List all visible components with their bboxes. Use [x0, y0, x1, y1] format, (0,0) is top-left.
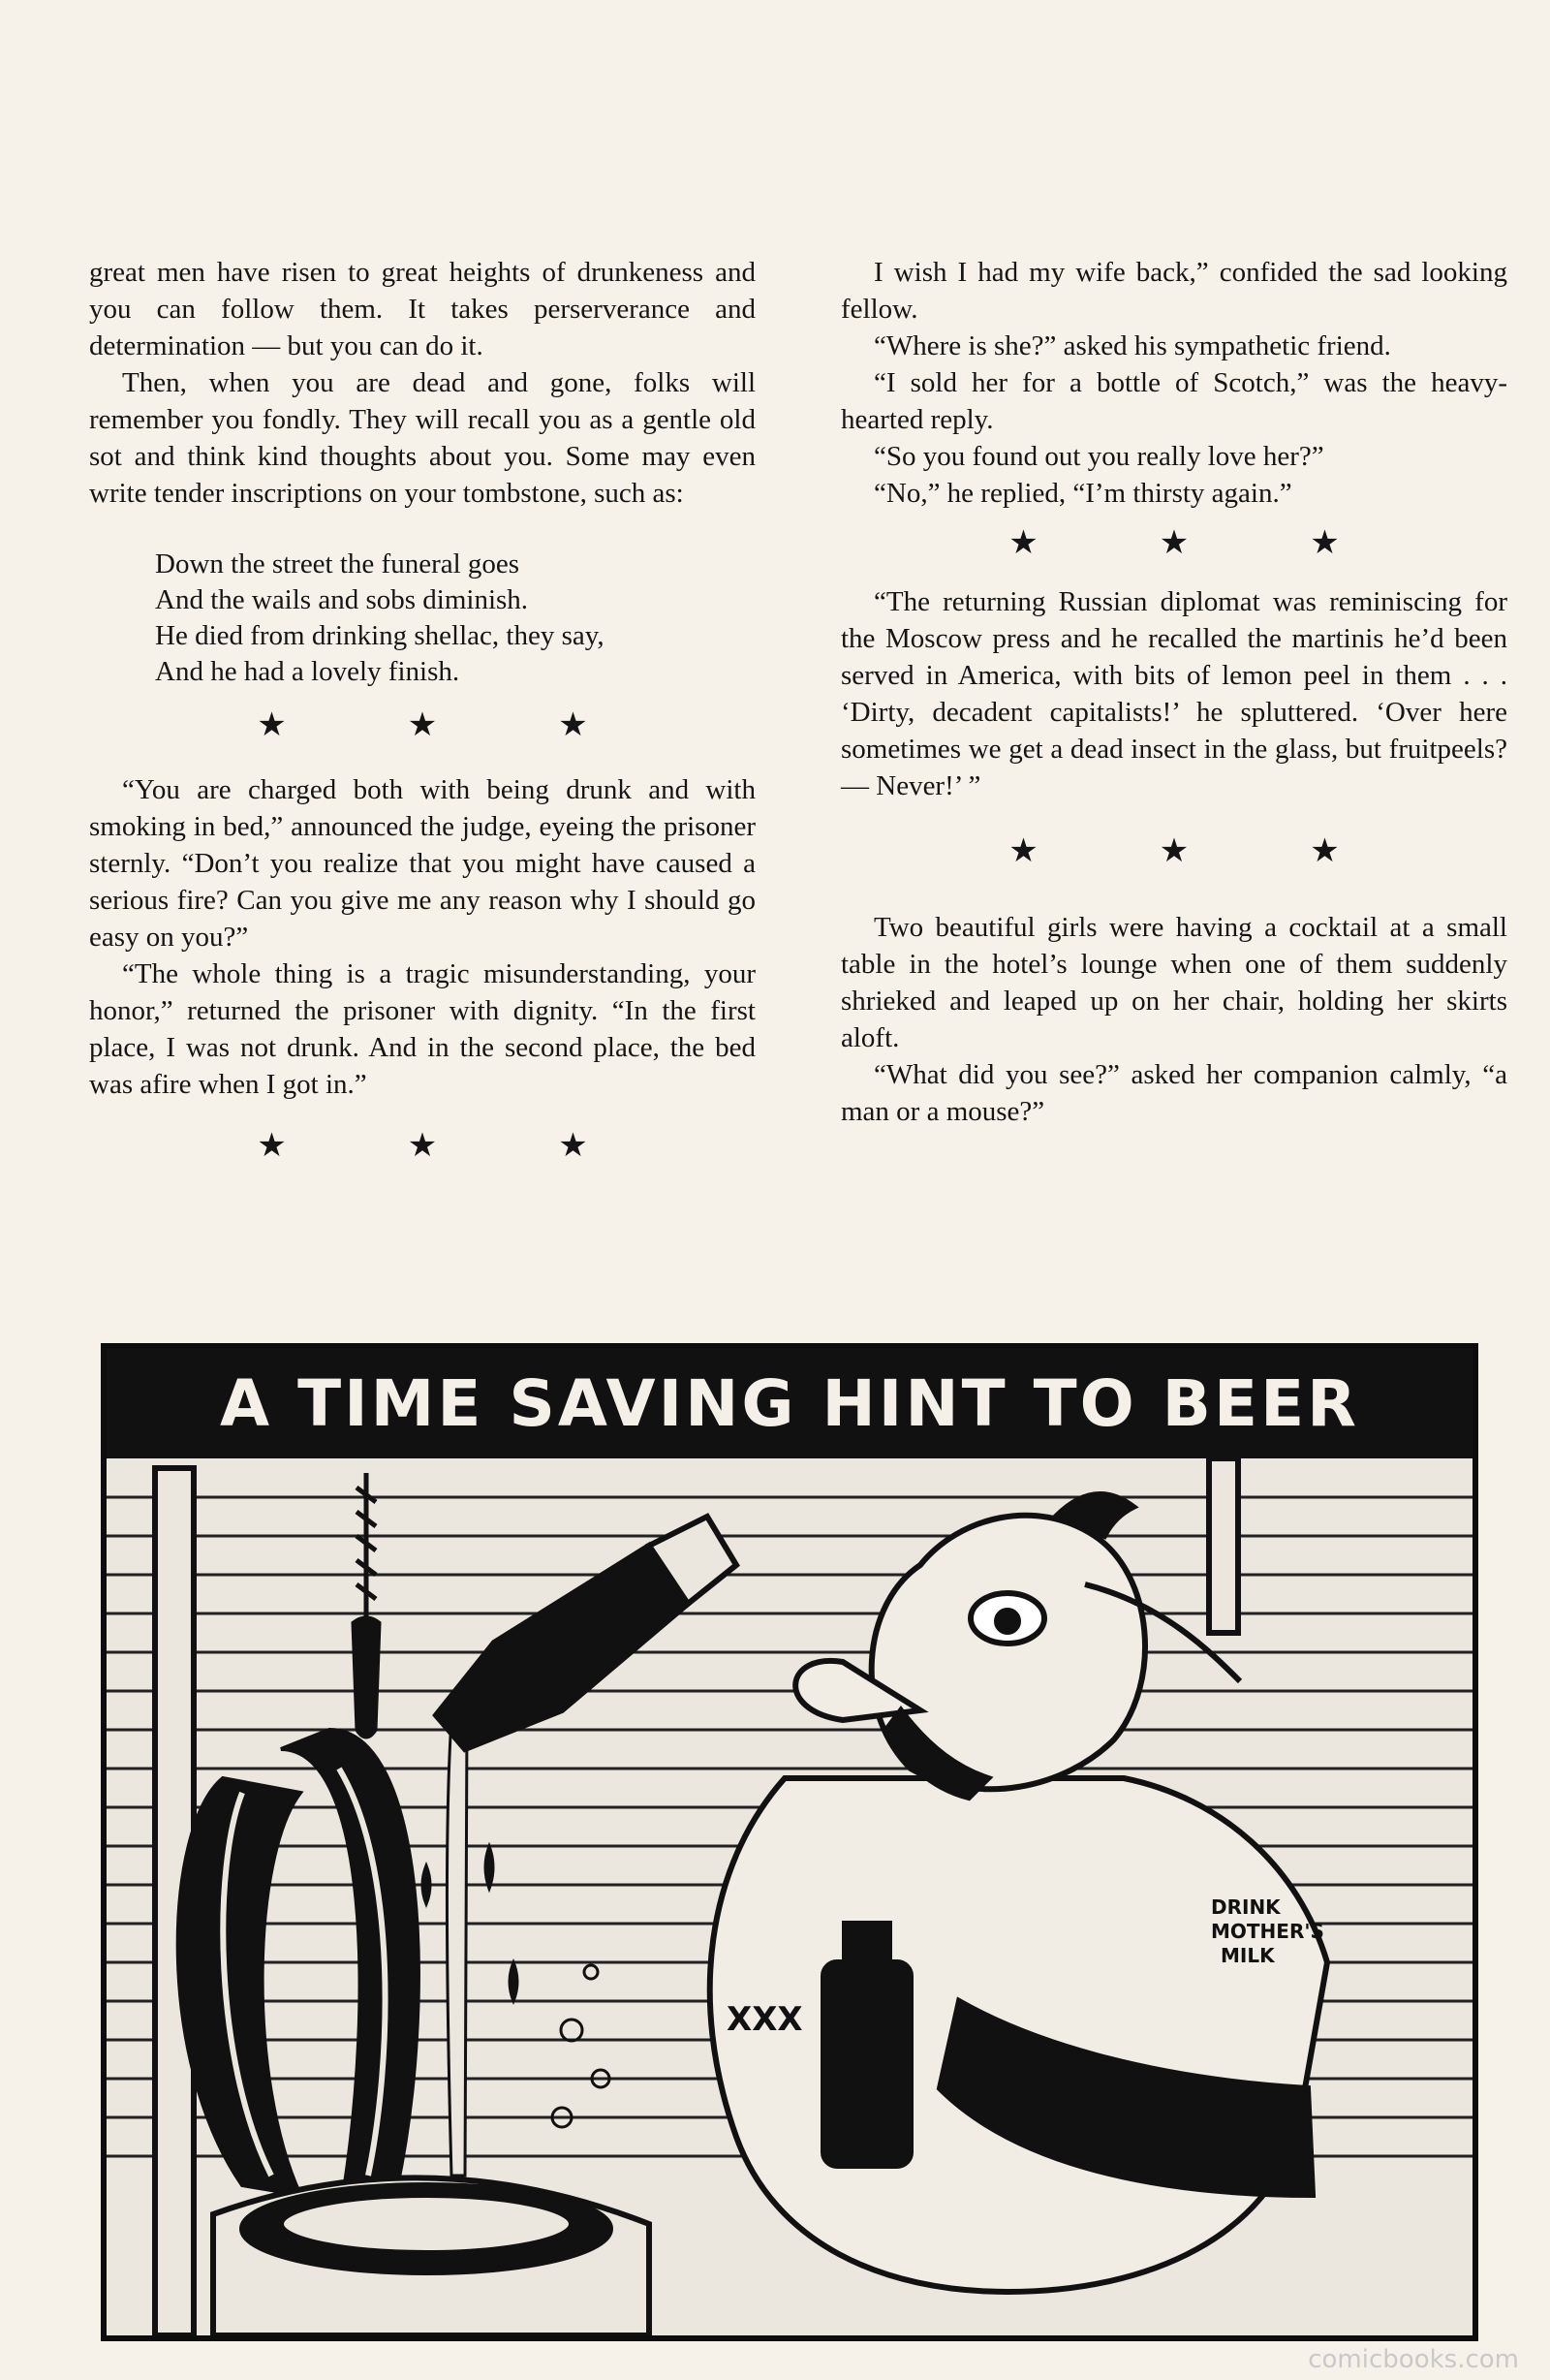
- paragraph: “So you found out you really love her?”: [874, 441, 1324, 472]
- paragraph: “You are charged both with being drunk and with smoking in bed,” announced the judge, eyeing the prisoner sternly. “Don’t you realize that you might have caused a serious fire? Can you give me any reason why I should go easy on you?”: [89, 774, 756, 953]
- paragraph: “I sold her for a bottle of Scotch,” was the heavy-hearted reply.: [841, 367, 1507, 435]
- star-icon: ★: [407, 707, 438, 743]
- poem-line: Down the street the funeral goes: [155, 548, 520, 579]
- star-separator: [89, 1128, 756, 1165]
- star-separator: [841, 833, 1507, 870]
- star-separator: [89, 707, 756, 744]
- belly-label: XXX: [727, 2000, 803, 2039]
- wall-post: [1209, 1458, 1238, 1633]
- paragraph: “No,” he replied, “I’m thirsty again.”: [874, 478, 1292, 509]
- paragraph: great men have risen to great heights of drunkeness and you can follow them. It takes perserverance and determination — but you can do it.: [89, 257, 756, 361]
- star-separator: [841, 525, 1507, 562]
- right-text-column: [841, 254, 1507, 1130]
- star-icon: ★: [257, 1128, 287, 1164]
- paragraph: Then, when you are dead and gone, folks will remember you fondly. They will recall you as a gentle old sot and think kind thoughts about you. Some may even write tender inscriptions on your tombstone, such as:: [89, 367, 756, 509]
- paragraph: “The whole thing is a tragic misunderstanding, your honor,” returned the prisoner with dignity. “In the first place, I was not drunk. And in the second place, the bed was afire when I got in.”: [89, 958, 756, 1100]
- star-icon: ★: [558, 707, 588, 743]
- star-icon: ★: [1159, 833, 1190, 869]
- star-icon: ★: [1310, 833, 1340, 869]
- star-icon: ★: [407, 1128, 438, 1164]
- left-text-column: [89, 254, 756, 1192]
- poem-line: And the wails and sobs diminish.: [155, 584, 529, 615]
- star-icon: ★: [1310, 525, 1340, 561]
- cartoon-illustration: [107, 1458, 1472, 2335]
- paragraph: “The returning Russian diplomat was reminiscing for the Moscow press and he recalled the martinis he’d been served in America, with bits of lemon peel in them . . . ‘Dirty, decadent capitalists!’ he spluttered. ‘Over here sometimes we get a dead insect in the glass, but fruitpeels? — Never!’ ”: [841, 586, 1507, 801]
- paragraph: “What did you see?” asked her companion calmly, “a man or a mouse?”: [841, 1059, 1507, 1127]
- tattoo-line: MILK: [1221, 1944, 1275, 1967]
- poem-line: He died from drinking shellac, they say,: [155, 620, 604, 651]
- cartoon-panel: [101, 1343, 1478, 2341]
- star-icon: ★: [1159, 525, 1190, 561]
- tattoo-line: DRINK: [1211, 1895, 1281, 1919]
- tattoo-line: MOTHER'S: [1211, 1920, 1324, 1943]
- watermark: comicbooks.com: [1308, 2345, 1519, 2374]
- star-icon: ★: [257, 707, 287, 743]
- tombstone-poem: [155, 547, 756, 690]
- star-icon: ★: [1008, 525, 1038, 561]
- cartoon-title: A TIME SAVING HINT TO BEER: [107, 1349, 1472, 1458]
- paragraph: “Where is she?” asked his sympathetic friend.: [874, 330, 1391, 361]
- toilet-bowl: [213, 2177, 649, 2335]
- paragraph: Two beautiful girls were having a cocktail at a small table in the hotel’s lounge when one of them suddenly shrieked and leaped up on her chair, holding her skirts aloft.: [841, 912, 1507, 1053]
- paragraph: I wish I had my wife back,” confided the sad looking fellow.: [841, 257, 1507, 325]
- star-icon: ★: [1008, 833, 1038, 869]
- poem-line: And he had a lovely finish.: [155, 656, 460, 687]
- star-icon: ★: [558, 1128, 588, 1164]
